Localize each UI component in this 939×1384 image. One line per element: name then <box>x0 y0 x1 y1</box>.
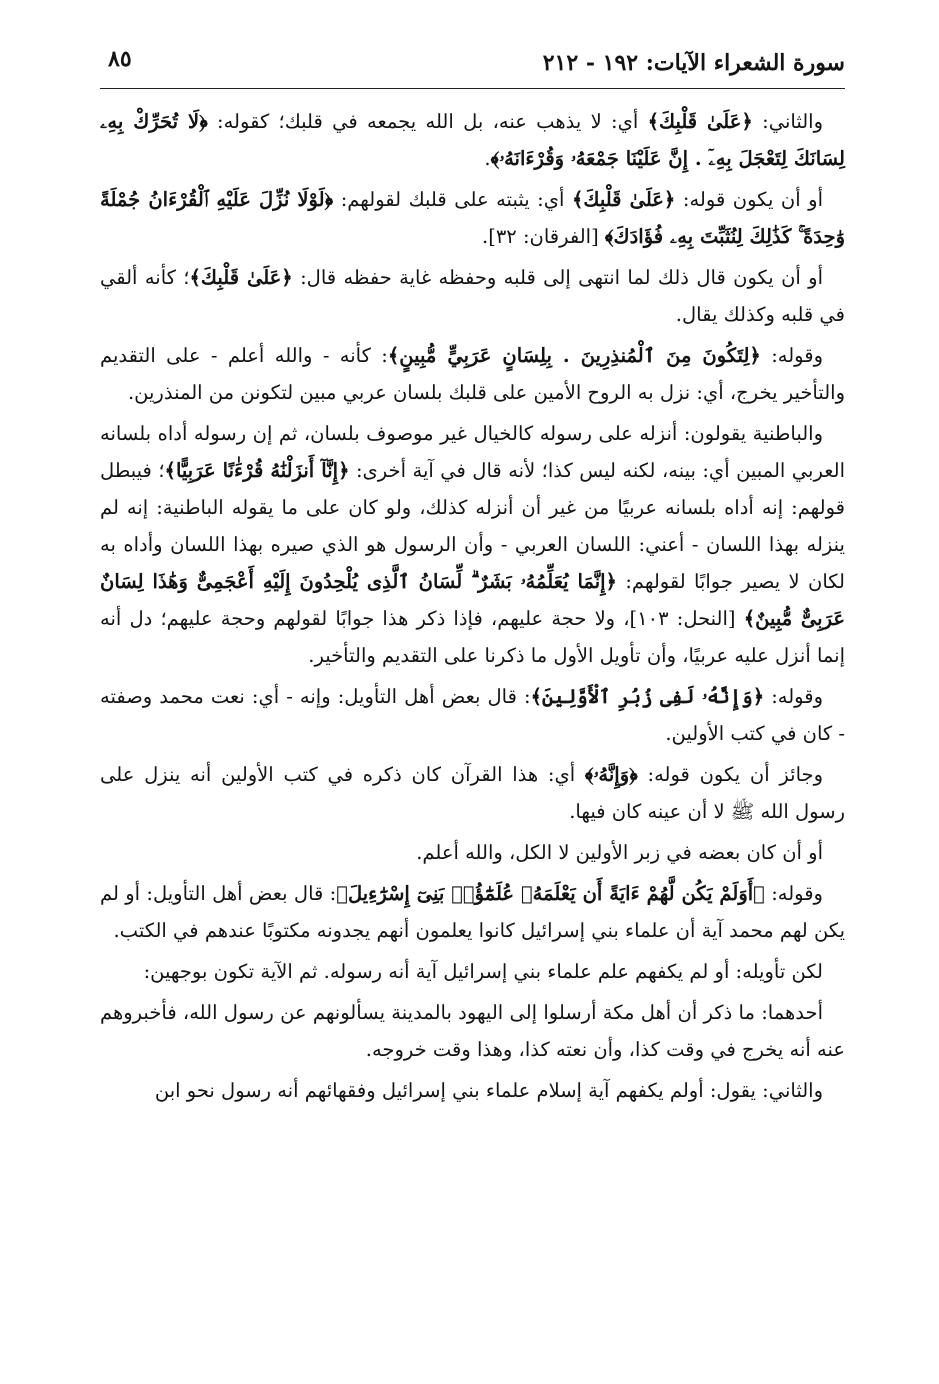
page-body <box>100 89 845 1109</box>
quran-quote: ﴿لِتَكُونَ مِنَ ٱلْمُنذِرِينَ . بِلِسَانٍ عَرَبِيٍّ مُّبِينٍ﴾ <box>387 344 761 367</box>
text-segment: ؛ فيبطل قولهم: إنه أداه بلسانه عربيًا من غير أن أنزله كذلك، ولو كان على ما يقوله الباطنية: إنه لم ينزله بهذا اللسان - أعني: اللسان العربي - وأن الرسول هو الذي صيره بهذا اللسان وأداه به لكان لا يصير جوابًا لقولهم: <box>100 459 845 593</box>
quran-quote: ﴿وَإِنَّهُۥ لَفِى زُبُرِ ٱلْأَوَّلِينَ﴾ <box>530 685 765 708</box>
paragraph <box>100 103 845 177</box>
paragraph <box>100 415 845 674</box>
text-segment: : قال بعض أهل التأويل: وإنه - أي: نعت محمد وصفته - كان في كتب الأولين. <box>100 685 845 745</box>
quran-quote: ﴿إِنَّآ أَنزَلْنَٰهُ قُرْءَٰنًا عَرَبِيًّا﴾ <box>164 459 350 482</box>
text-segment: وقوله: <box>764 685 823 708</box>
paragraph <box>100 756 845 830</box>
text-segment: وجائز أن يكون قوله: <box>637 763 823 786</box>
text-segment: لكن تأويله: أو لم يكفهم علم علماء بني إسرائيل آية أنه رسوله. ثم الآية تكون بوجهين: <box>143 960 823 983</box>
paragraph <box>100 337 845 411</box>
text-segment: أحدهما: ما ذكر أن أهل مكة أرسلوا إلى اليهود بالمدينة يسألونهم عن رسول الله، فأخبروهم عنه أنه يخرج في وقت كذا، وأن نعته كذا، وهذا وقت خروجه. <box>100 1001 845 1061</box>
text-segment: أو أن يكون قال ذلك لما انتهى إلى قلبه وحفظه غاية حفظه قال: <box>292 266 823 289</box>
text-segment: . <box>484 147 491 170</box>
paragraph <box>100 875 845 949</box>
quran-quote: ﴿عَلَىٰ قَلْبِكَ﴾ <box>571 188 676 211</box>
text-segment: وقوله: <box>764 882 823 905</box>
text-segment: ؛ كأنه ألقي في قلبه وكذلك يقال. <box>100 266 845 326</box>
quran-quote: ﴿لَوْلَا نُزِّلَ عَلَيْهِ ٱلْقُرْءَانُ جُمْلَةً وَٰحِدَةً ۚ كَذَٰلِكَ لِنُثَبِّتَ بِهِۦ فُؤَادَكَ﴾ <box>100 188 845 248</box>
text-segment: أي: هذا القرآن كان ذكره في كتب الأولين أنه ينزل على رسول الله ﷺ لا أن عينه كان فيها. <box>100 763 845 823</box>
quran-quote: ﴿عَلَىٰ قَلْبِكَ﴾ <box>647 110 753 133</box>
text-segment: أو أن كان بعضه في زبر الأولين لا الكل، والله أعلم. <box>416 841 823 864</box>
text-segment: والثاني: يقول: أولم يكفهم آية إسلام علماء بني إسرائيل وفقهائهم أنه رسول نحو ابن <box>154 1079 823 1102</box>
text-segment: [الفرقان: ٣٢]. <box>482 225 605 248</box>
text-segment: أو أن يكون قوله: <box>675 188 824 211</box>
quran-quote: ﴿إِنَّمَا يُعَلِّمُهُۥ بَشَرٌ ۗ لِّسَانُ ٱلَّذِى يُلْحِدُونَ إِلَيْهِ أَعْجَمِىٌّ وَهَٰذَا لِسَانٌ عَرَبِىٌّ مُّبِينٌ﴾ <box>100 570 845 630</box>
quran-quote: ﴿أَوَلَمْ يَكُن لَّهُمْ ءَايَةً أَن يَعْلَمَهُۥ عُلَمَٰٓؤُا۟ بَنِىٓ إِسْرَٰٓءِيلَ﴾ <box>336 882 765 905</box>
quran-quote: ﴿وَإِنَّهُۥ﴾ <box>584 763 638 786</box>
paragraph <box>100 678 845 752</box>
page-header <box>100 40 845 89</box>
quran-quote: ﴿لَا تُحَرِّكْ بِهِۦ لِسَانَكَ لِتَعْجَلَ بِهِۦٓ . إِنَّ عَلَيْنَا جَمْعَهُۥ وَقُرْءَانَهُۥ﴾ <box>100 110 845 170</box>
text-segment: وقوله: <box>760 344 823 367</box>
text-segment: أي: لا يذهب عنه، بل الله يجمعه في قلبك؛ كقوله: <box>207 110 648 133</box>
page-number: ٨٥ <box>108 46 132 72</box>
text-segment: : قال بعض أهل التأويل: أو لم يكن لهم محمد آية أن علماء بني إسرائيل كانوا يعلمون أنهم يجدونه مكتوبًا عندهم في الكتب. <box>100 882 845 942</box>
book-page <box>100 40 845 1350</box>
paragraph <box>100 181 845 255</box>
running-title: سورة الشعراء الآيات: ١٩٢ - ٢١٢ <box>542 50 845 76</box>
paragraph <box>100 259 845 333</box>
paragraph <box>100 834 845 871</box>
text-segment: والثاني: <box>752 110 823 133</box>
paragraph <box>100 994 845 1068</box>
text-segment: [النحل: ١٠٣]، ولا حجة عليهم، فإذا ذكر هذا جوابًا لقولهم وحجة عليهم؛ دل أنه إنما أنزل عليه عربيًا، وأن تأويل الأول ما ذكرنا على التقديم والتأخير. <box>100 607 845 667</box>
text-segment: : كأنه - والله أعلم - على التقديم والتأخير يخرج، أي: نزل به الروح الأمين على قلبك بلسان عربي مبين لتكونن من المنذرين. <box>100 344 845 404</box>
paragraph <box>100 953 845 990</box>
text-segment: أي: يثبته على قلبك لقولهم: <box>333 188 572 211</box>
paragraph <box>100 1072 845 1109</box>
quran-quote: ﴿عَلَىٰ قَلْبِكَ﴾ <box>189 266 293 289</box>
text-segment: والباطنية يقولون: أنزله على رسوله كالخيال غير موصوف بلسان، ثم إن رسوله أداه بلسانه العربي المبين أي: بينه، لكنه ليس كذا؛ لأنه قال في آية أخرى: <box>100 422 845 482</box>
